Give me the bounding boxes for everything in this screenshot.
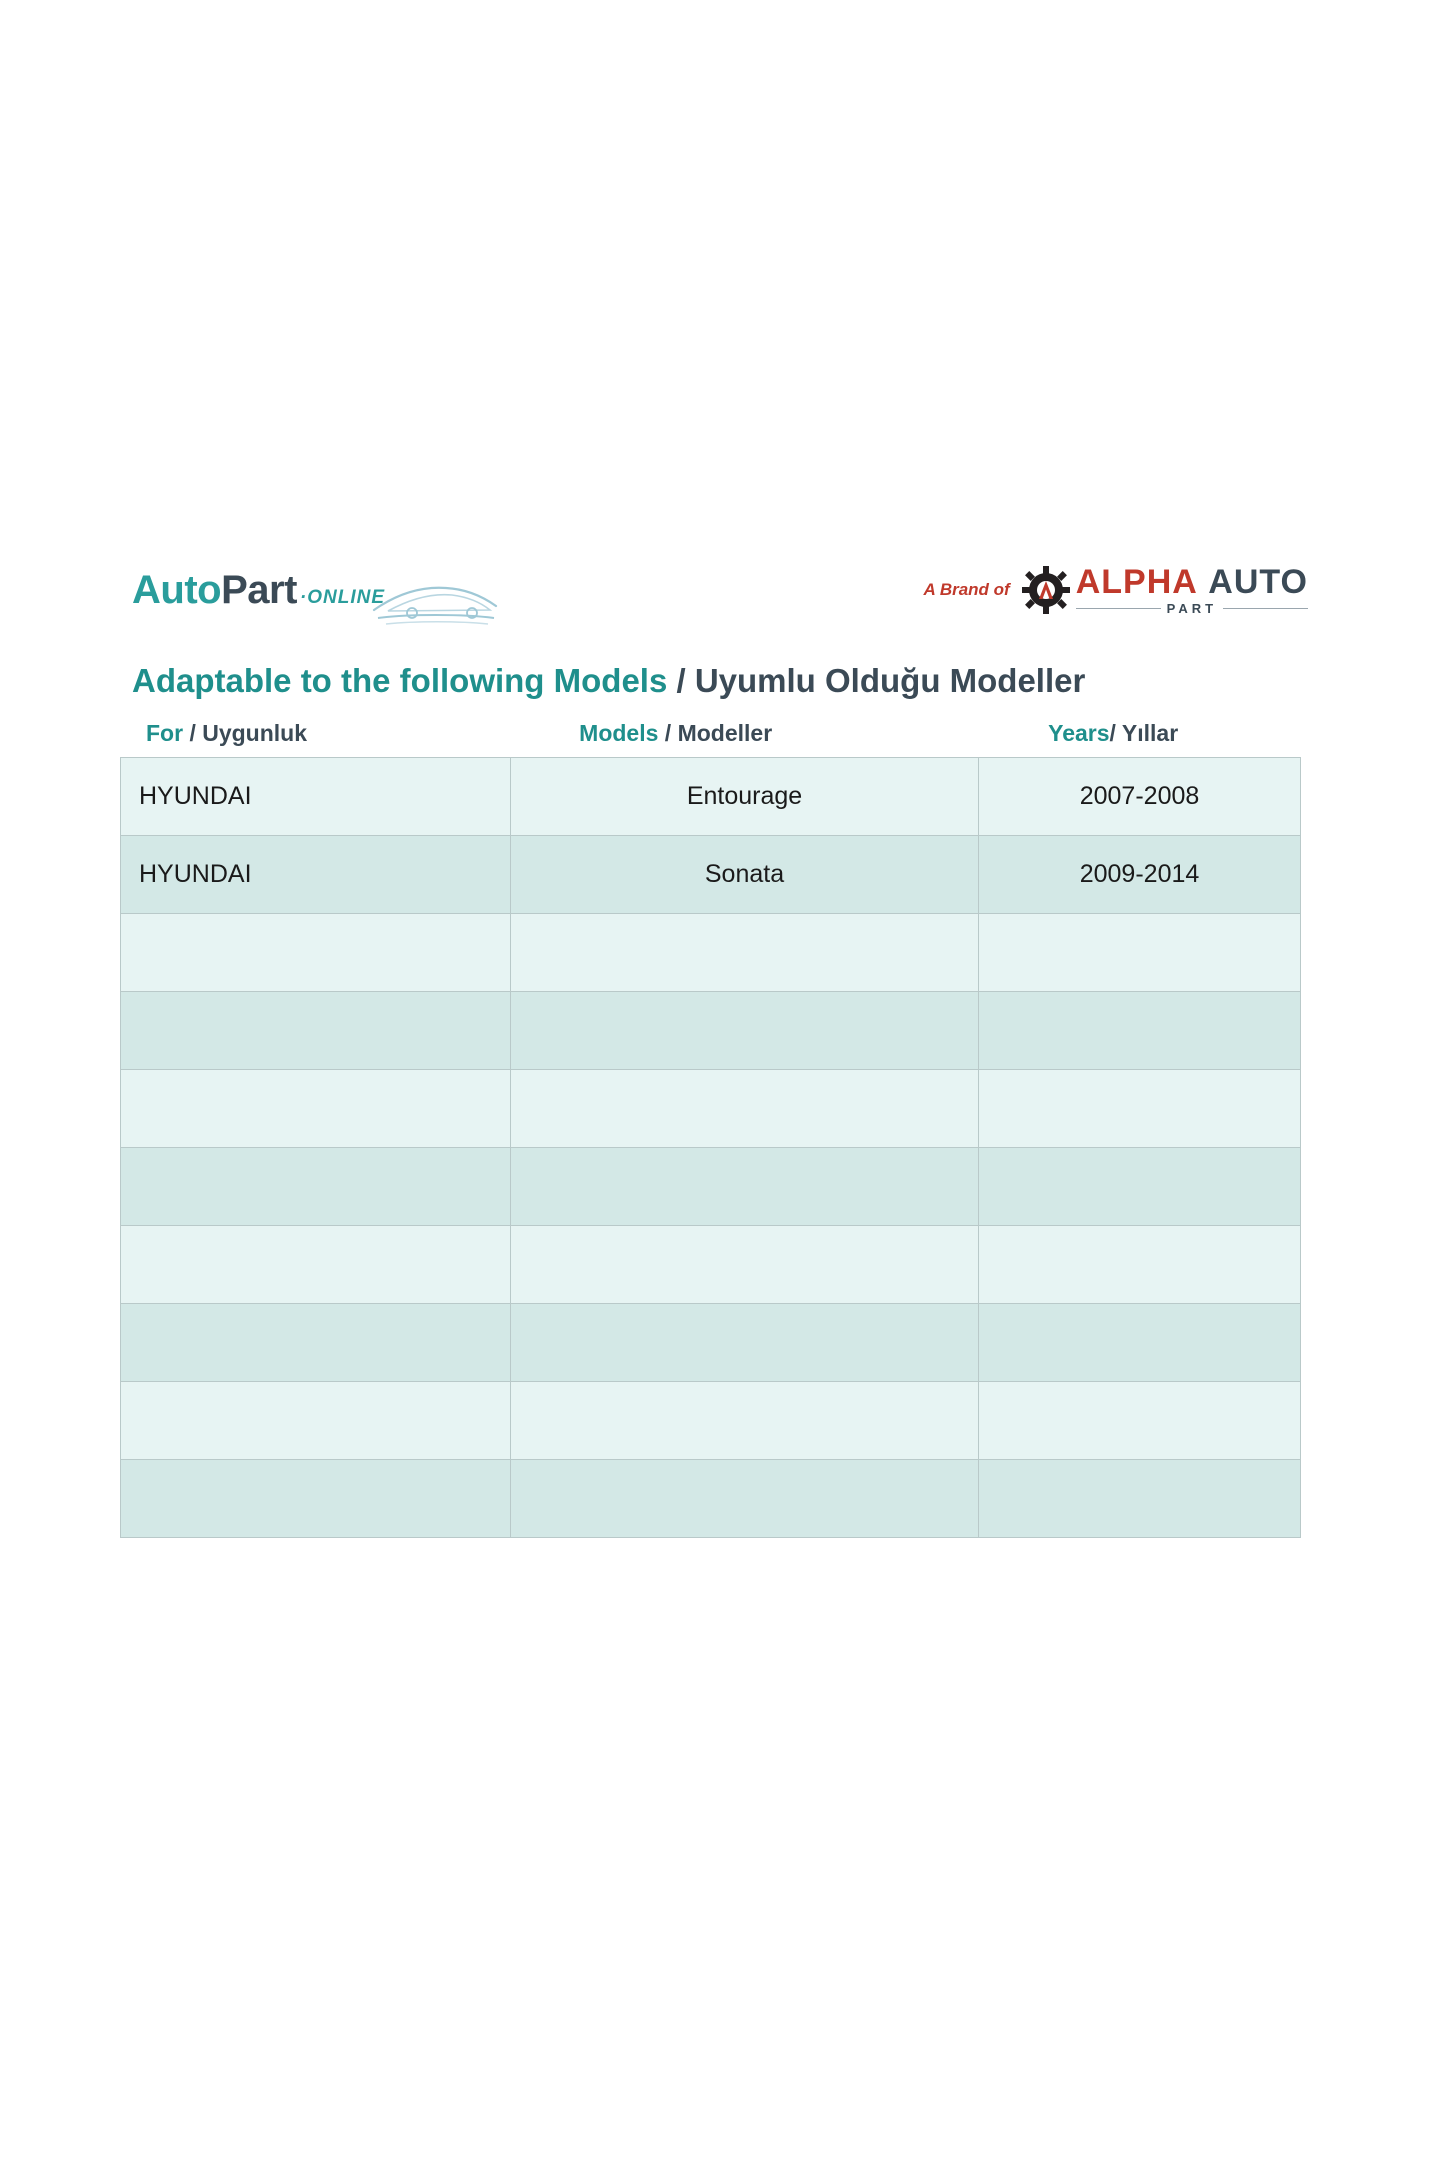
sports-car-icon [368, 580, 508, 628]
page-title-tr: / Uyumlu Olduğu Modeller [667, 662, 1086, 699]
cell-model [511, 1304, 979, 1382]
table-row [121, 1382, 1301, 1460]
column-heading-for-tr: / Uygunluk [183, 720, 308, 746]
cell-model [511, 1070, 979, 1148]
cell-model [511, 992, 979, 1070]
cell-model [511, 914, 979, 992]
cell-years [979, 1148, 1301, 1226]
page-title [120, 662, 1320, 700]
cell-years [979, 1460, 1301, 1538]
column-heading-for [124, 720, 501, 747]
table-row [121, 914, 1301, 992]
table-row [121, 1460, 1301, 1538]
table-row [121, 1070, 1301, 1148]
alpha-word-alpha: ALPHA [1075, 563, 1198, 601]
alpha-wordmark-line [1076, 565, 1308, 599]
autopart-word-part: Part [221, 568, 297, 612]
alpha-auto-part-logo-block [923, 565, 1308, 615]
cell-years: 2007-2008 [979, 758, 1301, 836]
cell-years [979, 1070, 1301, 1148]
rule-right [1223, 608, 1308, 609]
cell-for [121, 1304, 511, 1382]
cell-years [979, 914, 1301, 992]
alpha-word-part: PART [1166, 601, 1218, 616]
alpha-wordmark [1076, 565, 1308, 615]
column-heading-years-tr: / Yıllar [1109, 720, 1179, 746]
table-row [121, 758, 1301, 836]
cell-for [121, 1148, 511, 1226]
cell-years [979, 1304, 1301, 1382]
cell-for [121, 992, 511, 1070]
cell-model [511, 1226, 979, 1304]
column-heading-models-tr: / Modeller [658, 720, 773, 746]
autopart-word-online: ·ONLINE [299, 587, 385, 608]
page-title-en: Adaptable to the following Models [132, 662, 668, 699]
autopart-word-auto: Auto [132, 568, 222, 612]
cell-years [979, 1382, 1301, 1460]
cell-for [121, 1460, 511, 1538]
column-heading-for-en: For [146, 720, 184, 746]
cell-model: Entourage [511, 758, 979, 836]
alpha-sub-part [1076, 602, 1308, 615]
autopart-wordmark [132, 570, 385, 610]
column-heading-models [501, 720, 958, 747]
cell-for [121, 1226, 511, 1304]
cell-model [511, 1382, 979, 1460]
logo-row [120, 540, 1320, 640]
a-brand-of-label: A Brand of [923, 580, 1010, 599]
rule-left [1076, 608, 1161, 609]
cell-for [121, 1070, 511, 1148]
table-row [121, 1304, 1301, 1382]
alpha-word-auto: AUTO [1208, 563, 1308, 601]
column-heading-models-en: Models [579, 720, 659, 746]
cell-years [979, 992, 1301, 1070]
cell-for: HYUNDAI [121, 758, 511, 836]
autopart-online-logo [132, 540, 385, 640]
cell-years: 2009-2014 [979, 836, 1301, 914]
cell-model [511, 1148, 979, 1226]
table-row [121, 992, 1301, 1070]
table-row [121, 1148, 1301, 1226]
fitment-table [120, 757, 1301, 1538]
column-headings [120, 720, 1320, 747]
fitment-sheet [120, 540, 1320, 1538]
table-row [121, 1226, 1301, 1304]
alpha-auto-part-logo [1022, 565, 1308, 615]
cell-for: HYUNDAI [121, 836, 511, 914]
cell-for [121, 914, 511, 992]
cell-years [979, 1226, 1301, 1304]
column-heading-years [958, 720, 1316, 747]
cell-for [121, 1382, 511, 1460]
cell-model: Sonata [511, 836, 979, 914]
column-heading-years-en: Years [1048, 720, 1110, 746]
cell-model [511, 1460, 979, 1538]
table-row [121, 836, 1301, 914]
gear-icon [1022, 566, 1070, 614]
